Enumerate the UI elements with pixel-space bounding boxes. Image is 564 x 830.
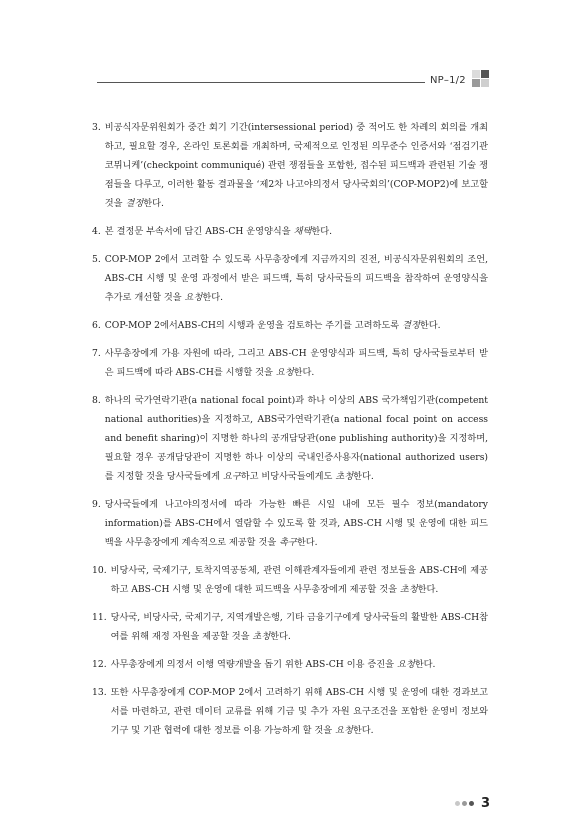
paragraph-number: 6. <box>92 320 101 331</box>
decision-paragraphs <box>92 118 488 749</box>
page-footer <box>455 796 490 811</box>
emphasis-verb: 요구 <box>222 471 241 482</box>
dot-icon <box>455 801 460 806</box>
paragraph-4: 4. 본 결정문 부속서에 담긴 ABS-CH 운영양식을 채택한다. <box>92 222 488 241</box>
paragraph-number: 12. <box>92 659 107 670</box>
paragraph-7: 7. 사무총장에게 가용 자원에 따라, 그리고 ABS-CH 운영양식과 피드백, 특히 당사국들로부터 받은 피드백에 따라 ABS-CH를 시행할 것을 요청한다. <box>92 344 488 382</box>
emphasis-verb: 결정 <box>125 198 144 209</box>
emphasis-verb: 초청 <box>335 471 354 482</box>
paragraph-number: 3. <box>92 122 101 133</box>
paragraph-6: 6. COP-MOP 2에서ABS-CH의 시행과 운영을 검토하는 주기를 고려하도록 결정한다. <box>92 316 488 335</box>
emphasis-verb: 결정 <box>402 320 420 331</box>
emphasis-verb: 채택 <box>293 226 312 237</box>
dot-icon <box>469 801 474 806</box>
paragraph-3: 3. 비공식자문위원회가 중간 회기 기간(intersessional period) 중 적어도 한 차례의 회의를 개최하고, 필요할 경우, 온라인 토론회를 개최하며, 국제적으로 인정된 의무준수 인증서와 ‘점검기관 코뮈니케’(checkpoint communiqué) 관련 쟁점들을 포함한, 접수된 피드백과 관련된 기술 쟁점들을 다루고, 이러한 활동 결과물을 ‘제2차 나고야의정서 당사국회의’(COP-MOP2)에 보고할 것을 결정한다. <box>92 118 488 213</box>
paragraph-9: 9. 당사국들에게 나고야의정서에 따라 가능한 빠른 시일 내에 모든 필수 정보(mandatory information)를 ABS-CH에서 열람할 수 있도록 할 것과, ABS-CH 시행 및 운영에 대한 피드백을 사무총장에게 계속적으로 제공할 것을 촉구한다. <box>92 495 488 552</box>
emphasis-verb: 요청 <box>396 659 415 670</box>
emphasis-verb: 요청 <box>335 725 353 736</box>
emphasis-verb: 요청 <box>184 292 203 303</box>
paragraph-number: 9. <box>92 499 101 510</box>
paragraph-8: 8. 하나의 국가연락기관(a national focal point)과 하나 이상의 ABS 국가책임기관(competent national authorities)을 지정하고, ABS국가연락기관(a national focal point on access and benefit sharing)이 지명한 하나의 공개담당관(one publishing authority)을 지정하며, 필요할 경우 공개담당관이 지명한 하나 이상의 국내인증사용자(national authorized users)를 지정할 것을 당사국들에게 요구하고 비당사국들에게도 초청한다. <box>92 391 488 486</box>
dot-icon <box>462 801 467 806</box>
emphasis-verb: 초청 <box>399 584 418 595</box>
header-square-mark-icon <box>472 70 490 88</box>
paragraph-number: 4. <box>92 226 101 237</box>
paragraph-number: 8. <box>92 395 101 406</box>
header-rule <box>97 82 425 83</box>
paragraph-12: 12. 사무총장에게 의정서 이행 역량개발을 돕기 위한 ABS-CH 이용 증진을 요청한다. <box>92 655 488 674</box>
paragraph-11: 11. 당사국, 비당사국, 국제기구, 지역개발은행, 기타 금융기구에게 당사국들의 활발한 ABS-CH참여를 위해 재정 자원을 제공할 것을 초청한다. <box>92 608 488 646</box>
paragraph-number: 10. <box>92 565 107 576</box>
emphasis-verb: 초청 <box>252 631 271 642</box>
document-code: NP–1/2 <box>430 75 466 86</box>
paragraph-5: 5. COP-MOP 2에서 고려할 수 있도록 사무총장에게 지금까지의 진전, 비공식자문위원회의 조언, ABS-CH 시행 및 운영 과정에서 받은 피드백, 특히 당사국들의 피드백을 참작하여 운영양식을 추가로 개선할 것을 요청한다. <box>92 250 488 307</box>
paragraph-number: 7. <box>92 348 101 359</box>
emphasis-verb: 요청 <box>275 367 294 378</box>
emphasis-verb: 촉구 <box>279 537 297 548</box>
page-number: 3 <box>481 796 491 811</box>
paragraph-number: 5. <box>92 254 101 265</box>
paragraph-13: 13. 또한 사무총장에게 COP-MOP 2에서 고려하기 위해 ABS-CH 시행 및 운영에 대한 경과보고서를 마련하고, 관련 데이터 교류를 위해 기금 및 추가 자원 요구조건을 포함한 운영비 정보와 기구 및 기관 협력에 대한 정보를 이용 가능하게 할 것을 요청한다. <box>92 683 488 740</box>
paragraph-number: 11. <box>92 612 107 623</box>
paragraph-10: 10. 비당사국, 국제기구, 토착지역공동체, 관련 이해관계자들에게 관련 정보들을 ABS-CH에 제공하고 ABS-CH 시행 및 운영에 대한 피드백을 사무총장에게 제공할 것을 초청한다. <box>92 561 488 599</box>
paragraph-number: 13. <box>92 687 107 698</box>
